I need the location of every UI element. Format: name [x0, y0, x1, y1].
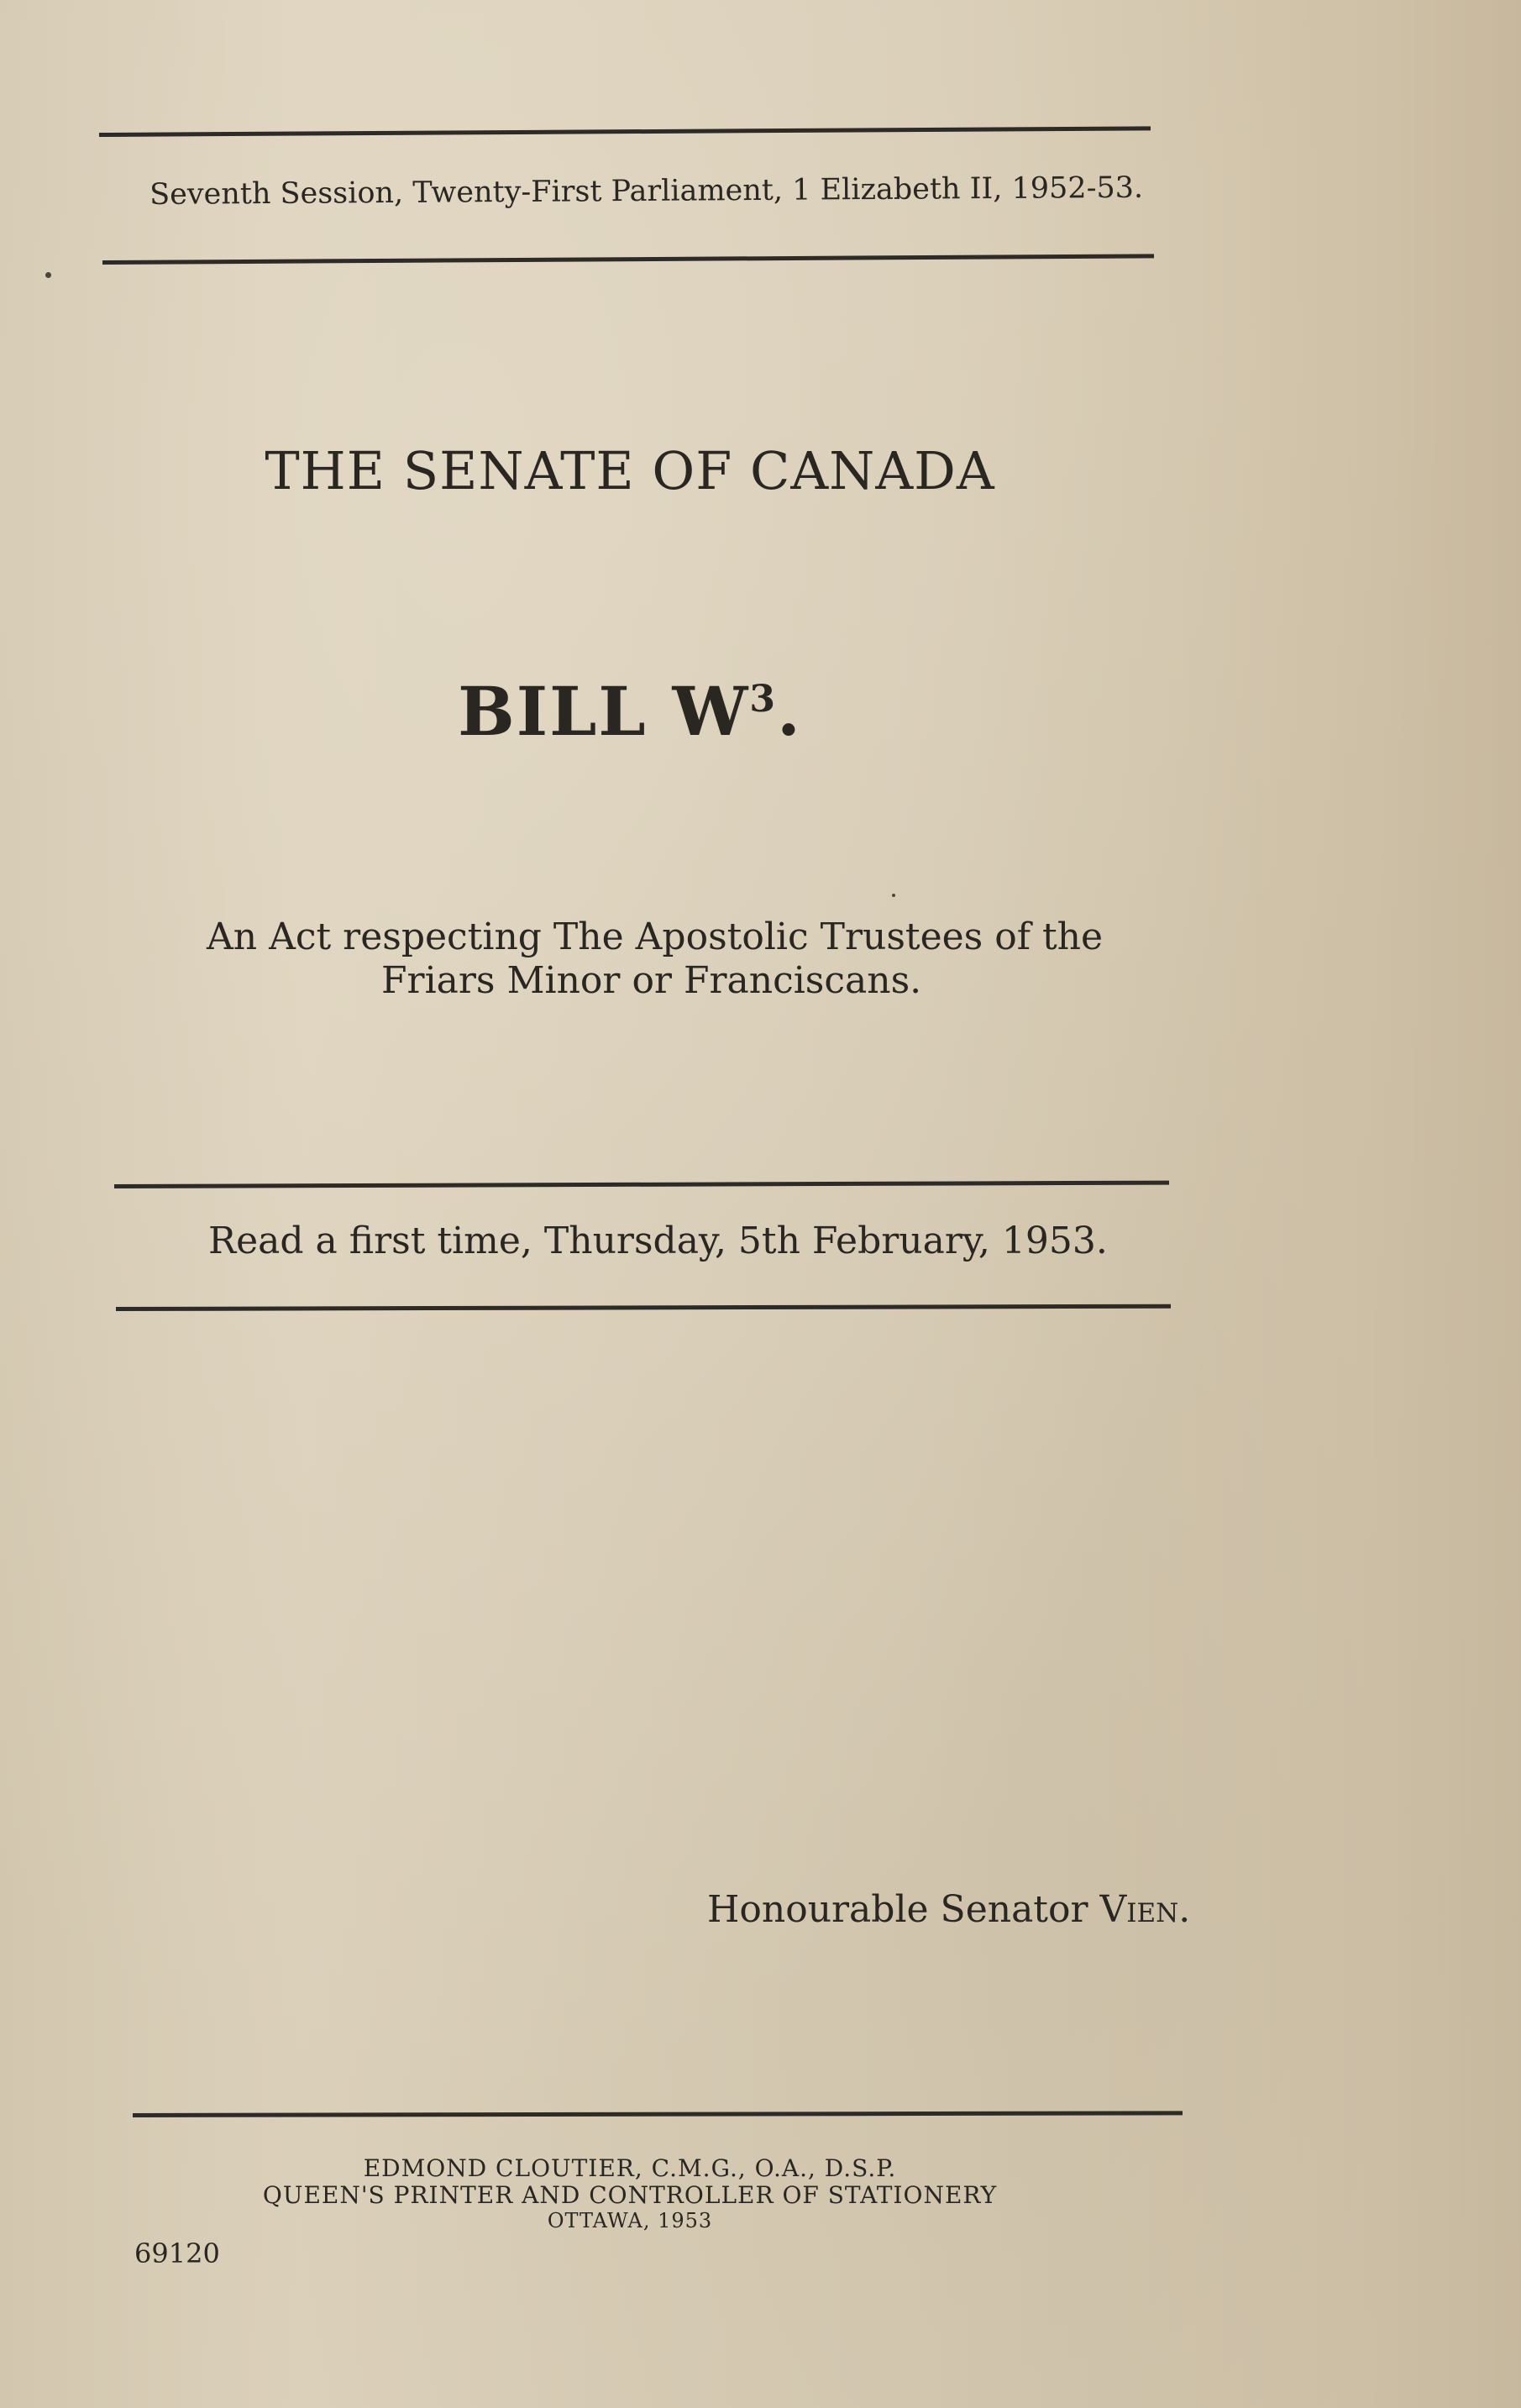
reading-rule-lower	[116, 1304, 1171, 1311]
reading-line: Read a first time, Thursday, 5th February, 1953.	[208, 1220, 1108, 1262]
bill-label: BILL W	[458, 672, 750, 751]
ink-speck	[892, 894, 895, 897]
sponsor-suffix: .	[1178, 1888, 1191, 1931]
printer-place-year: OTTAWA, 1953	[547, 2209, 713, 2232]
bill-superscript: 3	[749, 678, 777, 721]
act-title-line-1: An Act respecting The Apostolic Trustees of the	[207, 915, 1104, 958]
sponsor-line	[707, 1888, 1190, 1931]
top-rule-upper	[99, 126, 1151, 137]
session-line: Seventh Session, Twenty-First Parliament, 1 Elizabeth II, 1952-53.	[149, 171, 1144, 212]
ink-speck	[45, 272, 51, 278]
reading-rule-upper	[114, 1181, 1169, 1188]
printer-name: EDMOND CLOUTIER, C.M.G., O.A., D.S.P.	[363, 2154, 897, 2182]
senate-heading: THE SENATE OF CANADA	[265, 440, 995, 501]
bottom-rule	[133, 2111, 1183, 2117]
sponsor-name: Vien	[1099, 1888, 1179, 1931]
print-code: 69120	[134, 2237, 220, 2269]
top-rule-lower	[102, 254, 1154, 265]
printer-title: QUEEN'S PRINTER AND CONTROLLER OF STATIONERY	[262, 2181, 998, 2209]
bill-number	[0, 672, 1260, 751]
bill-suffix: .	[777, 672, 802, 751]
act-title-line-2: Friars Minor or Franciscans.	[381, 959, 922, 1002]
sponsor-prefix: Honourable Senator	[707, 1888, 1100, 1931]
